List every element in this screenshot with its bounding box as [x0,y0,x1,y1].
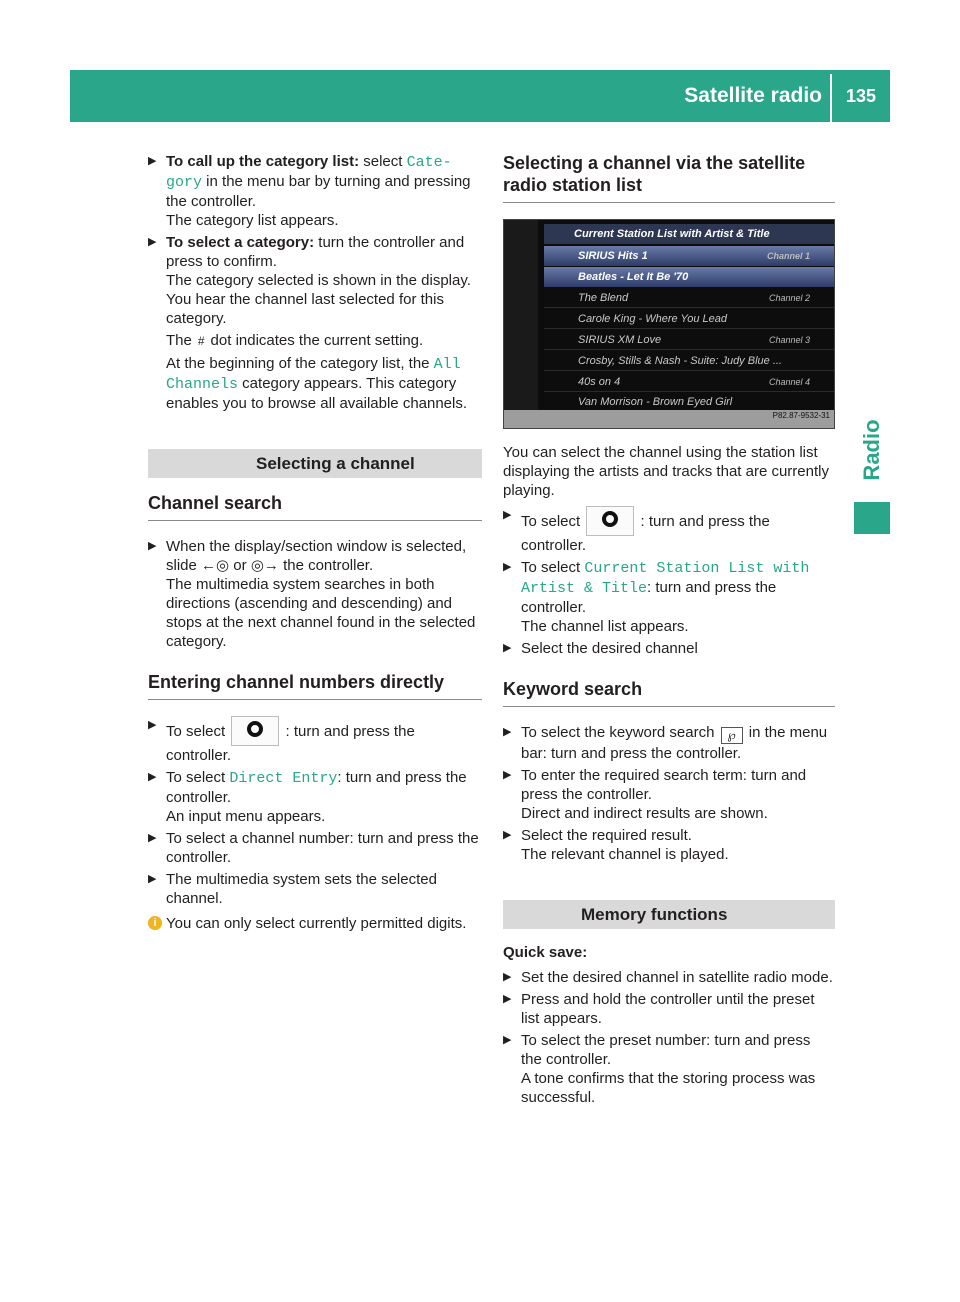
step-result: A tone confirms that the storing process was successful. [521,1070,816,1106]
info-note [148,914,482,933]
step-text: To select [166,769,230,786]
screenshot-footer [504,410,835,428]
menu-item-code: Current Station List with Artist & Title [521,560,810,597]
step-text: To select the keyword search [521,724,719,741]
step-arrow-icon: ▶ [148,719,157,731]
step-text: To select a channel number: turn and press the controller. [166,830,479,866]
step-text: Press and hold the controller until the preset list appears. [521,991,815,1027]
step-arrow-icon: ▶ [503,561,512,573]
screenshot-row [544,372,835,392]
instruction-step [503,506,835,555]
step-text: the controller. [278,557,374,574]
step-arrow-icon: ▶ [503,1034,512,1046]
step-heading: To call up the category list: [166,153,360,170]
step-result: The category selected is shown in the display. You hear the channel last selected for this category. [166,272,471,327]
all-channels-paragraph [148,354,482,413]
step-text: : turn and press the controller. [521,513,770,554]
step-result: Direct and indirect results are shown. [521,805,768,822]
step-text: or [229,557,251,574]
instruction-step [148,152,482,230]
step-arrow-icon: ▶ [503,993,512,1005]
screenshot-row [544,288,835,308]
step-text: Select the desired channel [521,640,698,657]
slide-left-icon: ←◎ [201,557,230,574]
step-text: Set the desired channel in satellite radio mode. [521,969,833,986]
step-heading: To select a category: [166,234,315,251]
instruction-step [148,870,482,908]
step-arrow-icon: ▶ [503,509,512,521]
figure-reference: P82.87-9532-31 [772,411,830,420]
instruction-step [503,990,835,1028]
step-text: select [359,153,407,170]
page-header [70,70,890,122]
step-arrow-icon: ▶ [148,540,157,552]
screenshot-row [544,267,835,287]
step-text: To select [521,559,585,576]
instruction-step [148,768,482,826]
step-arrow-icon: ▶ [503,642,512,654]
station-name: SIRIUS XM Love [578,334,662,346]
step-text: The multimedia system sets the selected channel. [166,871,437,907]
bullet-dot-icon: # [197,334,205,348]
instruction-step [503,766,835,823]
instruction-step [148,233,482,328]
instruction-step [503,1031,835,1107]
header-title: Satellite radio [684,84,822,107]
step-text: turn the controller and press to confirm. [166,234,465,270]
step-text: : turn and press the controller. [166,723,415,764]
step-text: To select [521,513,585,530]
menu-item-code: Cate‐ gory [166,154,452,191]
station-name: The Blend [578,292,629,304]
side-tab-marker [854,502,890,534]
info-icon: i [148,916,162,930]
screenshot-title: Current Station List with Artist & Title [544,224,835,244]
step-result: The category list appears. [166,212,339,229]
right-column [503,152,835,1110]
step-text: in the menu bar by turning and pressing the controller. [166,173,471,210]
instruction-step [148,829,482,867]
track-name: Beatles - Let It Be '70 [578,271,689,283]
section-heading-selecting: Selecting a channel [148,449,482,478]
screenshot-side-panel [504,220,538,410]
instruction-step [503,826,835,864]
instruction-step [503,558,835,636]
step-arrow-icon: ▶ [148,832,157,844]
screenshot-row [544,246,835,266]
dot-indicator-line [148,331,482,351]
step-text: To select [166,723,230,740]
subheading-satellite-list: Selecting a channel via the satellite radio station list [503,152,835,203]
subheading-channel-search: Channel search [148,492,482,521]
step-text: : turn and press the controller. [166,769,467,806]
step-text: To enter the required search term: turn and press the controller. [521,767,807,803]
instruction-step [503,968,835,987]
tune-icon [231,716,279,746]
left-column [148,152,482,933]
slide-right-icon: ◎→ [250,557,279,574]
step-result: An input menu appears. [166,808,326,825]
track-name: Crosby, Stills & Nash - Suite: Judy Blue ... [578,355,782,367]
instruction-step [503,723,835,763]
station-name: SIRIUS Hits 1 [578,250,648,262]
plain-text: At the beginning of the category list, the [166,355,434,372]
page-number: 135 [845,86,876,106]
menu-item-code: All Channels [166,356,461,393]
section-heading-memory: Memory functions [503,900,835,929]
channel-label: Channel 1 [766,251,810,261]
channel-label: Channel 3 [768,335,810,345]
step-text: : turn and press the controller. [521,579,777,616]
intro-paragraph: You can select the channel using the station list displaying the artists and tracks that are currently playing. [503,444,829,499]
step-result: The channel list appears. [521,618,689,635]
station-name: 40s on 4 [578,376,621,388]
tune-icon [586,506,634,536]
step-arrow-icon: ▶ [148,236,157,248]
side-tab [854,410,890,490]
plain-text: dot indicates the current setting. [210,332,424,349]
instruction-step [148,537,482,651]
subheading-entering: Entering channel numbers directly [148,671,482,700]
side-tab-label: Radio [859,419,884,481]
screenshot-row [544,351,835,371]
step-arrow-icon: ▶ [503,769,512,781]
track-name: Carole King - Where You Lead [578,313,727,325]
search-icon: ℘ [721,727,743,744]
step-result: The multimedia system searches in both directions (ascending and descending) and stops at the next channel found in the selected category. [166,576,476,650]
step-arrow-icon: ▶ [148,771,157,783]
step-arrow-icon: ▶ [148,873,157,885]
step-arrow-icon: ▶ [503,971,512,983]
station-list-screenshot [503,219,835,429]
step-arrow-icon: ▶ [503,726,512,738]
menu-item-code: Direct Entry [229,770,338,787]
instruction-step [503,639,835,658]
screenshot-row [544,330,835,350]
step-text: When the display/section window is selected, slide [166,538,467,574]
note-text: You can only select currently permitted digits. [166,915,467,932]
step-arrow-icon: ▶ [148,155,157,167]
screenshot-row [544,309,835,329]
step-text: Select the required result. [521,827,692,844]
step-text: To select the preset number: turn and press the controller. [521,1032,811,1068]
subheading-keyword: Keyword search [503,678,835,707]
channel-label: Channel 4 [768,377,810,387]
plain-text: category appears. This category enables you to browse all available channels. [166,375,468,412]
plain-text: The [166,332,192,349]
header-divider [830,74,832,122]
channel-label: Channel 2 [768,293,810,303]
step-arrow-icon: ▶ [503,829,512,841]
instruction-step [148,716,482,765]
track-name: Van Morrison - Brown Eyed Girl [578,396,733,408]
step-text: in the menu bar: turn and press the controller. [521,724,828,762]
step-result: The relevant channel is played. [521,846,729,863]
quick-save-label: Quick save: [503,944,588,961]
